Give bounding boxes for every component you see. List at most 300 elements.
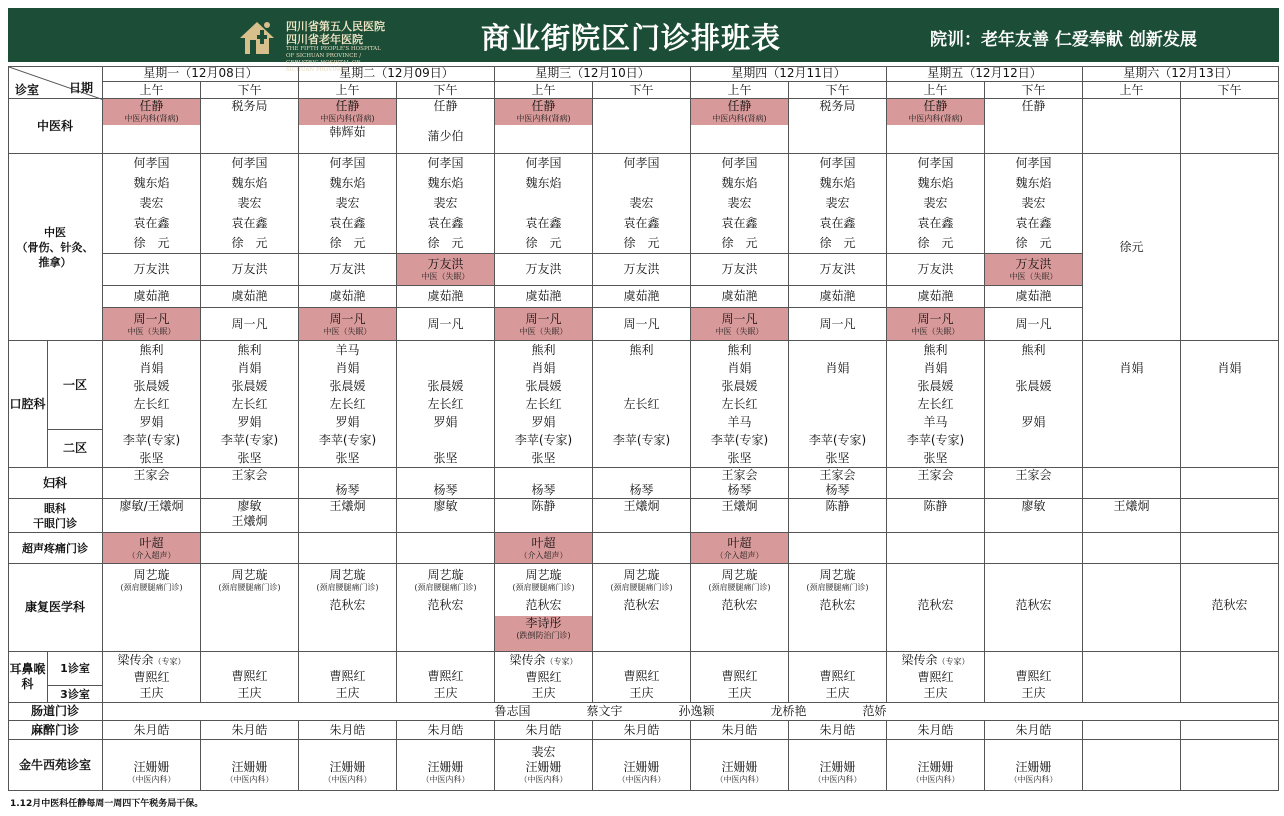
dept-label-line: 干眼门诊 bbox=[33, 516, 77, 530]
doctor-name: 范秋宏 bbox=[623, 598, 660, 612]
schedule-cell bbox=[593, 499, 691, 533]
doctor-name: 王爔炯 bbox=[329, 499, 366, 513]
schedule-cell bbox=[299, 99, 397, 154]
doctor-name: 王家会 bbox=[917, 468, 954, 482]
schedule-cell bbox=[1083, 99, 1181, 154]
doctor-name: 虞茹滟 bbox=[819, 289, 856, 303]
schedule-cell bbox=[201, 99, 299, 154]
doctor-name: 周一凡 bbox=[721, 311, 758, 326]
doctor-name: 王庆 bbox=[139, 686, 164, 701]
schedule-cell bbox=[985, 721, 1083, 740]
spacer bbox=[1228, 343, 1232, 358]
schedule-cell bbox=[103, 286, 201, 308]
schedule-cell bbox=[691, 308, 789, 341]
schedule-cell bbox=[691, 652, 789, 703]
dept-label-text: 耳鼻喉科 bbox=[9, 662, 46, 691]
session-header-am bbox=[887, 82, 985, 99]
schedule-cell bbox=[397, 254, 495, 286]
spacer bbox=[444, 433, 448, 448]
spacer bbox=[1130, 433, 1134, 448]
schedule-cell bbox=[299, 499, 397, 533]
schedule-cell bbox=[887, 468, 985, 499]
doctor-name: 周艺璇 bbox=[819, 568, 856, 582]
doctor-name: 王庆 bbox=[923, 686, 948, 701]
schedule-cell bbox=[985, 341, 1083, 468]
dept-label bbox=[8, 533, 103, 564]
doctor-name: 范秋宏 bbox=[917, 598, 954, 612]
doctor-name: 万友洪 bbox=[329, 262, 366, 276]
specialty-note: (颈肩腰腿痛门诊) bbox=[512, 583, 575, 592]
schedule-cell bbox=[1181, 652, 1279, 703]
schedule-cell bbox=[691, 564, 789, 652]
doctor-name: 徐 元 bbox=[427, 235, 464, 250]
dept-label bbox=[48, 341, 103, 430]
doctor-name: 杨琴 bbox=[335, 483, 360, 497]
doctor-name: 王庆 bbox=[825, 686, 850, 701]
schedule-cell bbox=[201, 341, 299, 468]
doctor-name: 虞茹滟 bbox=[623, 289, 660, 303]
schedule-cell bbox=[887, 533, 985, 564]
doctor-name: 张晨媛 bbox=[917, 378, 954, 393]
dept-label bbox=[8, 564, 103, 652]
highlight-block bbox=[495, 616, 592, 651]
doctor-name: 万友洪 bbox=[623, 262, 660, 276]
doctor-name: 王家会 bbox=[721, 468, 758, 482]
doctor-name: 袁在鑫 bbox=[819, 215, 856, 230]
dept-label-text: 妇科 bbox=[42, 475, 67, 490]
schedule-cell bbox=[495, 468, 593, 499]
doctor-name: 裴宏 bbox=[433, 195, 458, 210]
doctor-name: 曹熙红 bbox=[525, 669, 562, 684]
spacer bbox=[1228, 415, 1232, 430]
dept-label-text: 中医科 bbox=[36, 118, 73, 133]
doctor-name: 汪姗姗 bbox=[721, 760, 758, 774]
doctor-name: 张坚 bbox=[825, 450, 850, 465]
doctor-name: 周一凡 bbox=[525, 311, 562, 326]
doctor-name: 罗娟 bbox=[1021, 414, 1046, 429]
doctor-name: 张坚 bbox=[727, 450, 752, 465]
dept-label-text: 金牛西苑诊室 bbox=[18, 757, 91, 772]
doctor-name: 肖娟 bbox=[531, 360, 556, 375]
schedule-cell bbox=[495, 154, 593, 254]
doctor-name: 李苹(专家) bbox=[808, 432, 867, 447]
doctor-name: 罗娟 bbox=[139, 414, 164, 429]
doctor-name: 万友洪 bbox=[917, 262, 954, 276]
schedule-cell bbox=[201, 286, 299, 308]
doctor-name: 万友洪 bbox=[1015, 257, 1052, 271]
doctor-name: 王爔炯 bbox=[721, 499, 758, 513]
doctor-name: 蔡文宇 bbox=[586, 704, 623, 718]
schedule-cell bbox=[201, 308, 299, 341]
doctor-name: 张晨媛 bbox=[1015, 378, 1052, 393]
spacer bbox=[640, 415, 644, 430]
schedule-cell bbox=[789, 286, 887, 308]
corner-dept-label: 诊室 bbox=[15, 83, 40, 97]
spacer bbox=[248, 483, 252, 498]
doctor-name: 杨琴 bbox=[727, 483, 752, 497]
doctor-name: 周一凡 bbox=[329, 311, 366, 326]
schedule-cell bbox=[593, 154, 691, 254]
schedule-cell bbox=[299, 286, 397, 308]
doctor-name: 熊利 bbox=[923, 342, 948, 357]
corner-date-label: 日期 bbox=[69, 81, 94, 95]
schedule-cell bbox=[985, 499, 1083, 533]
dept-label-line: （骨伤、针灸、 bbox=[16, 240, 94, 254]
doctor-name: 左长红 bbox=[623, 396, 660, 411]
dept-label bbox=[8, 468, 103, 499]
doctor-name: 张坚 bbox=[139, 450, 164, 465]
schedule-cell bbox=[397, 533, 495, 564]
spacer bbox=[1130, 397, 1134, 412]
spacer bbox=[248, 745, 252, 760]
doctor-name: 左长红 bbox=[525, 396, 562, 411]
doctor-name: 杨琴 bbox=[629, 483, 654, 497]
spacer bbox=[836, 745, 840, 760]
dept-label bbox=[8, 499, 103, 533]
highlight-block bbox=[691, 99, 788, 125]
schedule-cell bbox=[1181, 341, 1279, 468]
doctor-name: 虞茹滟 bbox=[1015, 289, 1052, 303]
schedule-cell bbox=[103, 703, 1279, 721]
doctor-name: 鲁志国 bbox=[494, 704, 531, 718]
spacer bbox=[640, 745, 644, 760]
specialty-note: (颈肩腰腿痛门诊) bbox=[218, 583, 281, 592]
spacer bbox=[1228, 468, 1232, 483]
spacer bbox=[1032, 483, 1036, 498]
doctor-name: 李苹(专家) bbox=[710, 432, 769, 447]
specialty-note: （中医内科） bbox=[225, 775, 274, 784]
doctor-name: 廖敏 bbox=[237, 499, 262, 513]
doctor-name: 王家会 bbox=[231, 468, 268, 482]
schedule-cell bbox=[495, 308, 593, 341]
schedule-cell bbox=[495, 286, 593, 308]
doctor-name: 虞茹滟 bbox=[329, 289, 366, 303]
doctor-name: 虞茹滟 bbox=[231, 289, 268, 303]
doctor-name: 陈静 bbox=[923, 499, 948, 513]
doctor-name: 任静 bbox=[531, 99, 556, 113]
doctor-name: 张晨媛 bbox=[231, 378, 268, 393]
dept-label bbox=[48, 686, 103, 703]
schedule-cell bbox=[299, 740, 397, 791]
spacer bbox=[1130, 468, 1134, 483]
schedule-cell bbox=[789, 468, 887, 499]
doctor-name: 魏东焰 bbox=[525, 176, 562, 191]
spacer bbox=[444, 343, 448, 358]
spacer bbox=[1130, 451, 1134, 466]
doctor-name: 汪姗姗 bbox=[525, 760, 562, 774]
schedule-cell bbox=[985, 286, 1083, 308]
spacer bbox=[444, 468, 448, 483]
schedule-cell bbox=[593, 286, 691, 308]
schedule-cell bbox=[593, 533, 691, 564]
doctor-name: 徐 元 bbox=[917, 235, 954, 250]
doctor-name: 叶超 bbox=[139, 535, 164, 550]
doctor-name: 周艺璇 bbox=[721, 568, 758, 582]
doctor-name: 何孝国 bbox=[525, 156, 562, 171]
session-header-pm bbox=[985, 82, 1083, 99]
doctor-name: 李苹(专家) bbox=[514, 432, 573, 447]
specialty-note: 中医（失眠） bbox=[911, 326, 960, 336]
session-label: 下午 bbox=[237, 82, 262, 97]
schedule-cell bbox=[691, 99, 789, 154]
day-header bbox=[495, 66, 691, 82]
doctor-name: 虞茹滟 bbox=[427, 289, 464, 303]
specialty-note: (颈肩腰腿痛门诊) bbox=[708, 583, 771, 592]
doctor-name: 韩辉茹 bbox=[329, 125, 366, 139]
schedule-cell bbox=[691, 721, 789, 740]
doctor-name: 周艺璇 bbox=[525, 568, 562, 582]
doctor-name: 梁传余 bbox=[509, 652, 546, 667]
doctor-name: 万友洪 bbox=[525, 262, 562, 276]
doctor-name: 罗娟 bbox=[237, 414, 262, 429]
doctor-name: 李诗彤 bbox=[525, 616, 562, 630]
doctor-name: 朱月皓 bbox=[231, 722, 268, 737]
spacer bbox=[1228, 379, 1232, 394]
schedule-cell bbox=[985, 99, 1083, 154]
session-label: 下午 bbox=[629, 82, 654, 97]
schedule-cell bbox=[789, 652, 887, 703]
spacer bbox=[1032, 397, 1036, 412]
spacer bbox=[150, 483, 154, 498]
doctor-name: 范秋宏 bbox=[1015, 598, 1052, 612]
spacer bbox=[738, 653, 742, 668]
specialty-note: 中医（失眠） bbox=[127, 326, 176, 336]
schedule-cell bbox=[103, 652, 201, 703]
highlight-block bbox=[299, 99, 396, 125]
doctor-name: 虞茹滟 bbox=[721, 289, 758, 303]
specialty-note: （专家） bbox=[545, 656, 578, 666]
session-label: 上午 bbox=[335, 82, 360, 97]
doctor-name: 袁在鑫 bbox=[623, 215, 660, 230]
session-label: 上午 bbox=[727, 82, 752, 97]
specialty-note: 中医内科(肾病) bbox=[124, 114, 179, 123]
schedule-cell bbox=[495, 99, 593, 154]
doctor-name: 周一凡 bbox=[1015, 316, 1052, 331]
schedule-cell bbox=[593, 740, 691, 791]
doctor-name: 曹熙红 bbox=[329, 669, 366, 684]
spacer bbox=[738, 745, 742, 760]
schedule-cell bbox=[103, 533, 201, 564]
doctor-name: 裴宏 bbox=[825, 195, 850, 210]
doctor-name: 袁在鑫 bbox=[329, 215, 366, 230]
doctor-name: 任静 bbox=[139, 99, 164, 113]
doctor-name: 周艺璇 bbox=[427, 568, 464, 582]
schedule-cell bbox=[201, 652, 299, 703]
schedule-cell bbox=[299, 308, 397, 341]
doctor-name: 徐 元 bbox=[133, 235, 170, 250]
specialty-note: （中医内科） bbox=[421, 775, 470, 784]
doctor-name: 周一凡 bbox=[231, 316, 268, 331]
doctor-name: 范秋宏 bbox=[427, 598, 464, 612]
doctor-name: 曹熙红 bbox=[917, 669, 954, 684]
dept-label bbox=[8, 652, 48, 703]
doctor-name: 魏东焰 bbox=[329, 176, 366, 191]
spacer bbox=[1130, 568, 1134, 583]
specialty-note: (颈肩腰腿痛门诊) bbox=[316, 583, 379, 592]
schedule-cell bbox=[201, 721, 299, 740]
schedule-cell bbox=[887, 652, 985, 703]
specialty-note: （中医内科） bbox=[617, 775, 666, 784]
doctor-name: 徐 元 bbox=[721, 235, 758, 250]
doctor-name: 何孝国 bbox=[1015, 156, 1052, 171]
doctor-name: 蒲少伯 bbox=[427, 129, 464, 143]
doctor-name-line bbox=[117, 653, 185, 669]
schedule-cell bbox=[397, 154, 495, 254]
dept-label bbox=[8, 740, 103, 791]
schedule-cell bbox=[887, 740, 985, 791]
schedule-cell bbox=[691, 533, 789, 564]
session-label: 下午 bbox=[1217, 82, 1242, 97]
dept-label-text: 口腔科 bbox=[9, 396, 46, 411]
doctor-name: 左长红 bbox=[133, 396, 170, 411]
spacer bbox=[542, 468, 546, 483]
specialty-note: (跌倒防治门诊) bbox=[516, 631, 571, 640]
dept-label-text: 1诊室 bbox=[60, 662, 90, 675]
schedule-cell bbox=[985, 308, 1083, 341]
spacer bbox=[1130, 415, 1134, 430]
day-header-label: 星期一（12月08日） bbox=[143, 66, 258, 80]
doctor-name: 任静 bbox=[727, 99, 752, 113]
doctor-name: 张晨媛 bbox=[329, 378, 366, 393]
session-header-am bbox=[299, 82, 397, 99]
doctor-name: 李苹(专家) bbox=[318, 432, 377, 447]
doctor-name: 叶超 bbox=[531, 535, 556, 550]
schedule-cell bbox=[495, 721, 593, 740]
schedule-cell bbox=[789, 154, 887, 254]
schedule-cell bbox=[397, 499, 495, 533]
specialty-note: (颈肩腰腿痛门诊) bbox=[806, 583, 869, 592]
doctor-name: 杨琴 bbox=[825, 483, 850, 497]
doctor-name: 魏东焰 bbox=[721, 176, 758, 191]
doctor-name: 罗娟 bbox=[433, 414, 458, 429]
day-header-label: 星期五（12月12日） bbox=[927, 66, 1042, 80]
spacer bbox=[934, 483, 938, 498]
dept-label bbox=[48, 652, 103, 686]
schedule-cell bbox=[593, 99, 691, 154]
spacer bbox=[640, 361, 644, 376]
session-header-pm bbox=[789, 82, 887, 99]
spacer bbox=[444, 745, 448, 760]
doctor-name: 周一凡 bbox=[917, 311, 954, 326]
spacer bbox=[1032, 745, 1036, 760]
schedule-cell bbox=[985, 533, 1083, 564]
schedule-cell bbox=[397, 341, 495, 468]
doctor-name: 张晨媛 bbox=[721, 378, 758, 393]
doctor-name-line bbox=[901, 653, 969, 669]
schedule-cell bbox=[1181, 99, 1279, 154]
doctor-name: 裴宏 bbox=[923, 195, 948, 210]
schedule-cell bbox=[103, 99, 201, 154]
doctor-name: 肖娟 bbox=[727, 360, 752, 375]
doctor-name: 罗娟 bbox=[335, 414, 360, 429]
doctor-name: 张晨媛 bbox=[525, 378, 562, 393]
session-header-pm bbox=[201, 82, 299, 99]
doctor-name: 裴宏 bbox=[531, 745, 556, 759]
doctor-name: 裴宏 bbox=[237, 195, 262, 210]
specialty-note: （专家） bbox=[937, 656, 970, 666]
schedule-cell bbox=[1181, 721, 1279, 740]
doctor-name: 张坚 bbox=[923, 450, 948, 465]
schedule-cell bbox=[495, 254, 593, 286]
session-header-am bbox=[103, 82, 201, 99]
spacer bbox=[836, 397, 840, 412]
session-header-pm bbox=[397, 82, 495, 99]
schedule-cell bbox=[691, 468, 789, 499]
specialty-note: 中医内科(肾病) bbox=[320, 114, 375, 123]
schedule-cell bbox=[1083, 740, 1181, 791]
doctor-name: 范娇 bbox=[862, 704, 887, 718]
schedule-cell bbox=[103, 154, 201, 254]
doctor-name: 左长红 bbox=[427, 396, 464, 411]
doctor-name: 李苹(专家) bbox=[122, 432, 181, 447]
highlight-block bbox=[887, 99, 984, 125]
doctor-name: 龙桥艳 bbox=[770, 704, 807, 718]
doctor-name: 汪姗姗 bbox=[819, 760, 856, 774]
doctor-name: 王家会 bbox=[819, 468, 856, 482]
doctor-name: 李苹(专家) bbox=[906, 432, 965, 447]
day-header bbox=[103, 66, 299, 82]
doctor-name: 左长红 bbox=[917, 396, 954, 411]
doctor-name: 魏东焰 bbox=[231, 176, 268, 191]
schedule-cell bbox=[887, 341, 985, 468]
specialty-note: （中医内科） bbox=[1009, 775, 1058, 784]
schedule-cell bbox=[495, 499, 593, 533]
specialty-note: （介入超声） bbox=[715, 550, 764, 560]
doctor-name: 左长红 bbox=[721, 396, 758, 411]
session-label: 上午 bbox=[923, 82, 948, 97]
schedule-cell bbox=[1181, 468, 1279, 499]
doctor-name-line bbox=[509, 653, 577, 669]
doctor-name: 任静 bbox=[335, 99, 360, 113]
doctor-name: 梁传余 bbox=[901, 652, 938, 667]
doctor-name: 朱月皓 bbox=[623, 722, 660, 737]
schedule-cell bbox=[593, 308, 691, 341]
doctor-name: 熊利 bbox=[139, 342, 164, 357]
day-header-label: 星期二（12月09日） bbox=[339, 66, 454, 80]
doctor-name: 朱月皓 bbox=[133, 722, 170, 737]
doctor-name: 陈静 bbox=[825, 499, 850, 513]
doctor-name: 袁在鑫 bbox=[525, 215, 562, 230]
schedule-cell bbox=[887, 499, 985, 533]
doctor-name: 张坚 bbox=[335, 450, 360, 465]
doctor-name: 张坚 bbox=[237, 450, 262, 465]
doctor-name: 王庆 bbox=[629, 686, 654, 701]
schedule-cell bbox=[887, 308, 985, 341]
dept-label-text: 麻醉门诊 bbox=[30, 722, 79, 737]
schedule-cell bbox=[103, 564, 201, 652]
schedule-cell bbox=[103, 740, 201, 791]
doctor-name: 何孝国 bbox=[231, 156, 268, 171]
hospital-logo-icon bbox=[236, 16, 278, 56]
spacer bbox=[934, 568, 938, 583]
schedule-cell bbox=[299, 564, 397, 652]
doctor-name: 汪姗姗 bbox=[133, 760, 170, 774]
schedule-cell bbox=[887, 564, 985, 652]
schedule-cell bbox=[201, 154, 299, 254]
schedule-cell bbox=[593, 341, 691, 468]
schedule-cell bbox=[201, 564, 299, 652]
schedule-cell bbox=[887, 254, 985, 286]
doctor-name: 王庆 bbox=[433, 686, 458, 701]
doctor-name: 朱月皓 bbox=[329, 722, 366, 737]
schedule-cell bbox=[201, 468, 299, 499]
schedule-cell bbox=[887, 721, 985, 740]
schedule-cell bbox=[1181, 154, 1279, 341]
schedule-cell bbox=[887, 286, 985, 308]
doctor-name: 何孝国 bbox=[721, 156, 758, 171]
schedule-cell bbox=[1181, 533, 1279, 564]
doctor-name: 杨琴 bbox=[531, 483, 556, 497]
